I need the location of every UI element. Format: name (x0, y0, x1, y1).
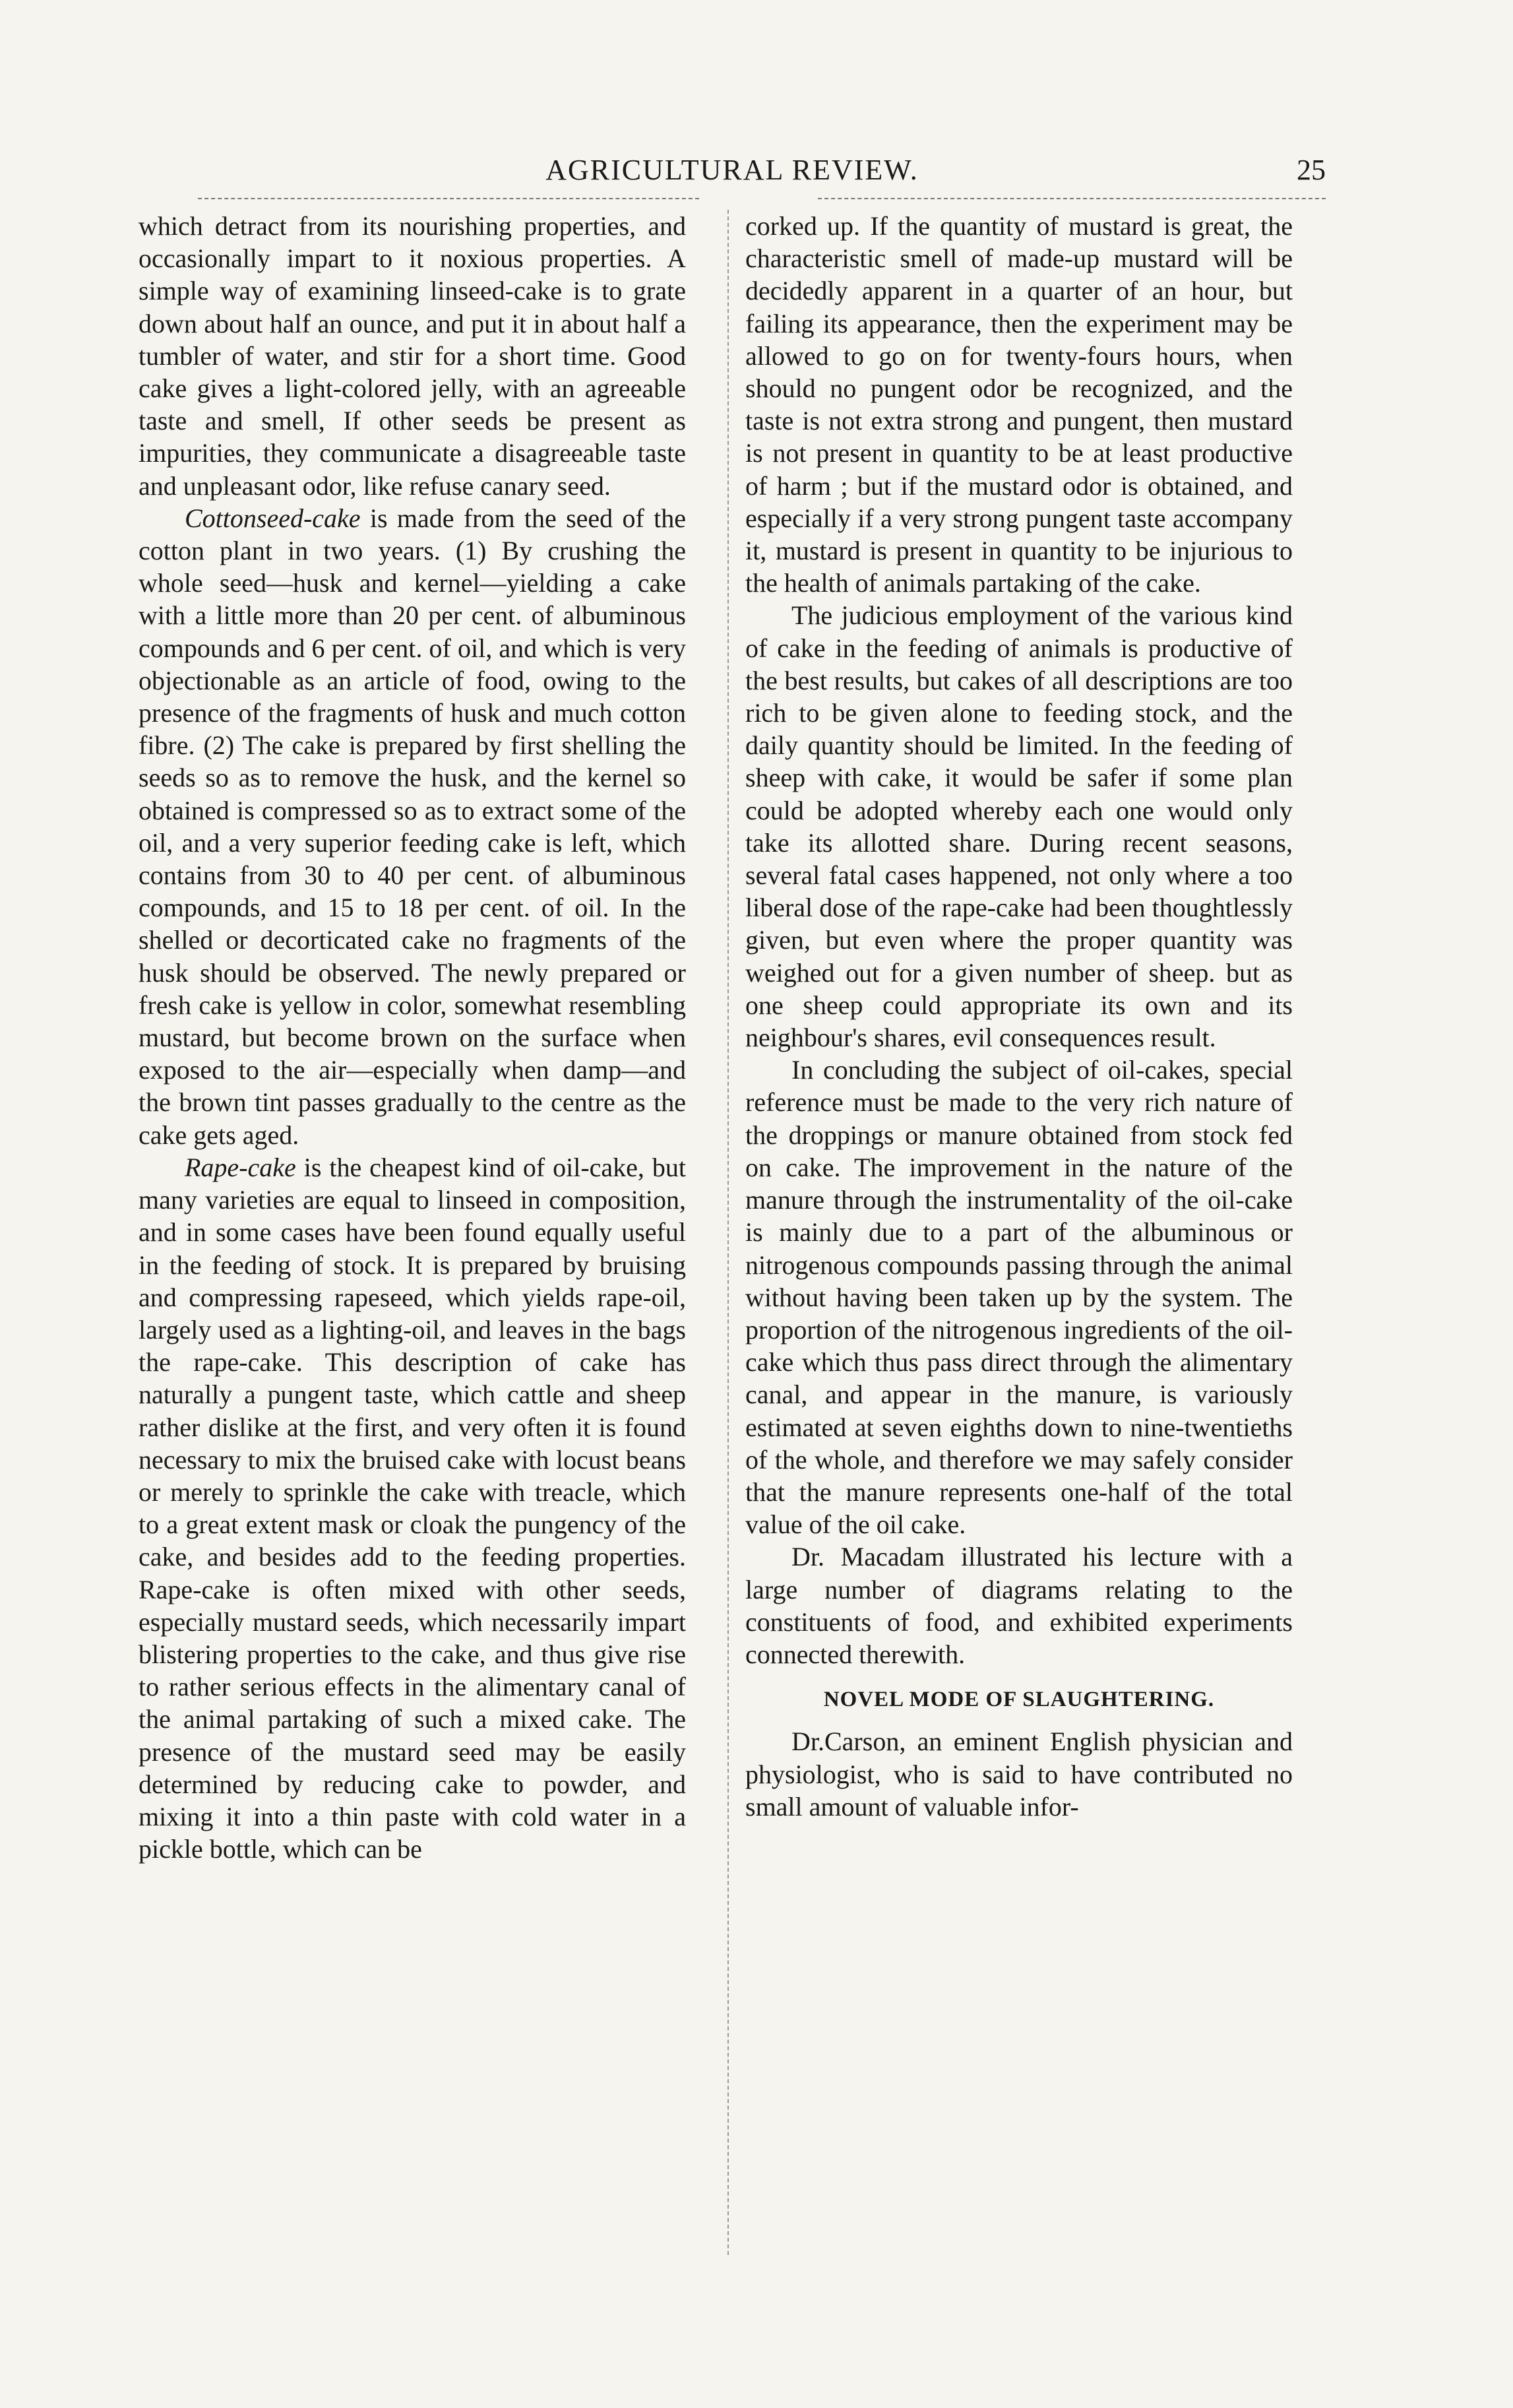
paragraph-manure: In concluding the subject of oil-cakes, special reference must be made to the very rich nature of the droppings or manure obtained from stock fed on cake. The improvement in the nature of the manure through the instrumentality of the oil-cake is mainly due to a part of the albuminous or nitrogenous compounds passing through the animal without having been taken up by the system. The proportion of the nitrogenous ingredients of the oil-cake which thus pass direct through the alimentary canal, and appear in the manure, is variously estimated at seven eighths down to nine-twentieths of the whole, and therefore we may safely consider that the manure represents one-half of the total value of the oil cake. (745, 1055, 1293, 1540)
paragraph-carson: Dr.Carson, an eminent English physician and physiologist, who is said to have contributed no small amount of valuable infor- (745, 1727, 1293, 1822)
term-rape-cake: Rape-cake (185, 1152, 296, 1182)
paragraph-rape-cake (139, 1151, 686, 1865)
page-header (139, 153, 1326, 193)
right-column (745, 210, 1293, 1823)
left-column (139, 210, 686, 1865)
paragraph-rape-cake-text: is the cheapest kind of oil-cake, but many varieties are equal to linseed in composition, and in some cases have been found equally useful in the feeding of stock. It is prepared by bruising and compressing rapeseed, which yields rape-oil, largely used as a lighting-oil, and leaves in the bags the rape-cake. This description of cake has naturally a pungent taste, which cattle and sheep rather dislike at the first, and very often it is found necessary to mix the bruised cake with locust beans or merely to sprinkle the cake with treacle, which to a great extent mask or cloak the pungency of the cake, and besides add to the feeding properties. Rape-cake is often mixed with other seeds, especially mustard seeds, which necessarily impart blistering properties to the cake, and thus give rise to rather serious effects in the alimentary canal of the animal partaking of such a mixed cake. The presence of the mustard seed may be easily determined by reducing cake to powder, and mixing it into a thin paste with cold water in a pickle bottle, which can be (139, 1152, 686, 1864)
paragraph-macadam: Dr. Macadam illustrated his lecture with a large number of diagrams relating to the constituents of food, and exhibited experiments connected therewith. (745, 1542, 1293, 1669)
paragraph-cottonseed-text: is made from the seed of the cotton plant in two years. (1) By crushing the whole seed—husk and kernel—yielding a cake with a little more than 20 per cent. of albuminous compounds and 6 per cent. of oil, and which is very objectionable as an article of food, owing to the presence of the fragments of husk and much cotton fibre. (2) The cake is prepared by first shelling the seeds so as to remove the husk, and the kernel so obtained is compressed so as to extract some of the oil, and a very superior feeding cake is left, which contains from 30 to 40 per cent. of albuminous compounds, and 15 to 18 per cent. of oil. In the shelled or decorticated cake no fragments of the husk should be observed. The newly prepared or fresh cake is yellow in color, somewhat resembling mustard, but become brown on the surface when exposed to the air—especially when damp—and the brown tint passes gradually to the centre as the cake gets aged. (139, 503, 686, 1150)
paragraph-linseed-cake: which detract from its nourishing properties, and occasionally impart to it noxious properties. A simple way of examining linseed-cake is to grate down about half an ounce, and put it in about half a tumbler of water, and stir for a short time. Good cake gives a light-colored jelly, with an agreeable taste and smell, If other seeds be present as impurities, they communicate a disagreeable taste and unpleasant odor, like refuse canary seed. (139, 211, 686, 501)
header-rule-right (818, 198, 1326, 199)
paragraph-feeding-cake: The judicious employment of the various kind of cake in the feeding of animals is productive of the best results, but cakes of all descriptions are too rich to be given alone to feeding stock, and the daily quantity should be limited. In the feeding of sheep with cake, it would be safer if some plan could be adopted whereby each one would only take its allotted share. During recent seasons, several fatal cases happened, not only where a too liberal dose of the rape-cake had been thoughtlessly given, but even where the proper quantity was weighed out for a given number of sheep. but as one sheep could appropriate its own and its neighbour's shares, evil consequences result. (745, 600, 1293, 1053)
column-divider (727, 210, 729, 2255)
section-heading: NOVEL MODE OF SLAUGHTERING. (823, 1688, 1215, 1712)
running-title: AGRICULTURAL REVIEW. (545, 154, 919, 186)
paragraph-mustard-test: corked up. If the quantity of mustard is great, the characteristic smell of made-up mustard will be decidedly apparent in a quarter of an hour, but failing its appearance, then the experiment may be allowed to go on for twenty-fours hours, when should no pungent odor be recognized, and the taste is not extra strong and pungent, then mustard is not present in quantity to be at least productive of harm ; but if the mustard odor is obtained, and especially if a very strong pungent taste accompany it, mustard is present in quantity to be injurious to the health of animals partaking of the cake. (745, 211, 1293, 598)
page-number: 25 (1297, 154, 1326, 186)
header-rule-left (198, 198, 699, 199)
paragraph-cottonseed-cake (139, 502, 686, 1151)
term-cottonseed-cake: Cottonseed-cake (185, 503, 361, 533)
